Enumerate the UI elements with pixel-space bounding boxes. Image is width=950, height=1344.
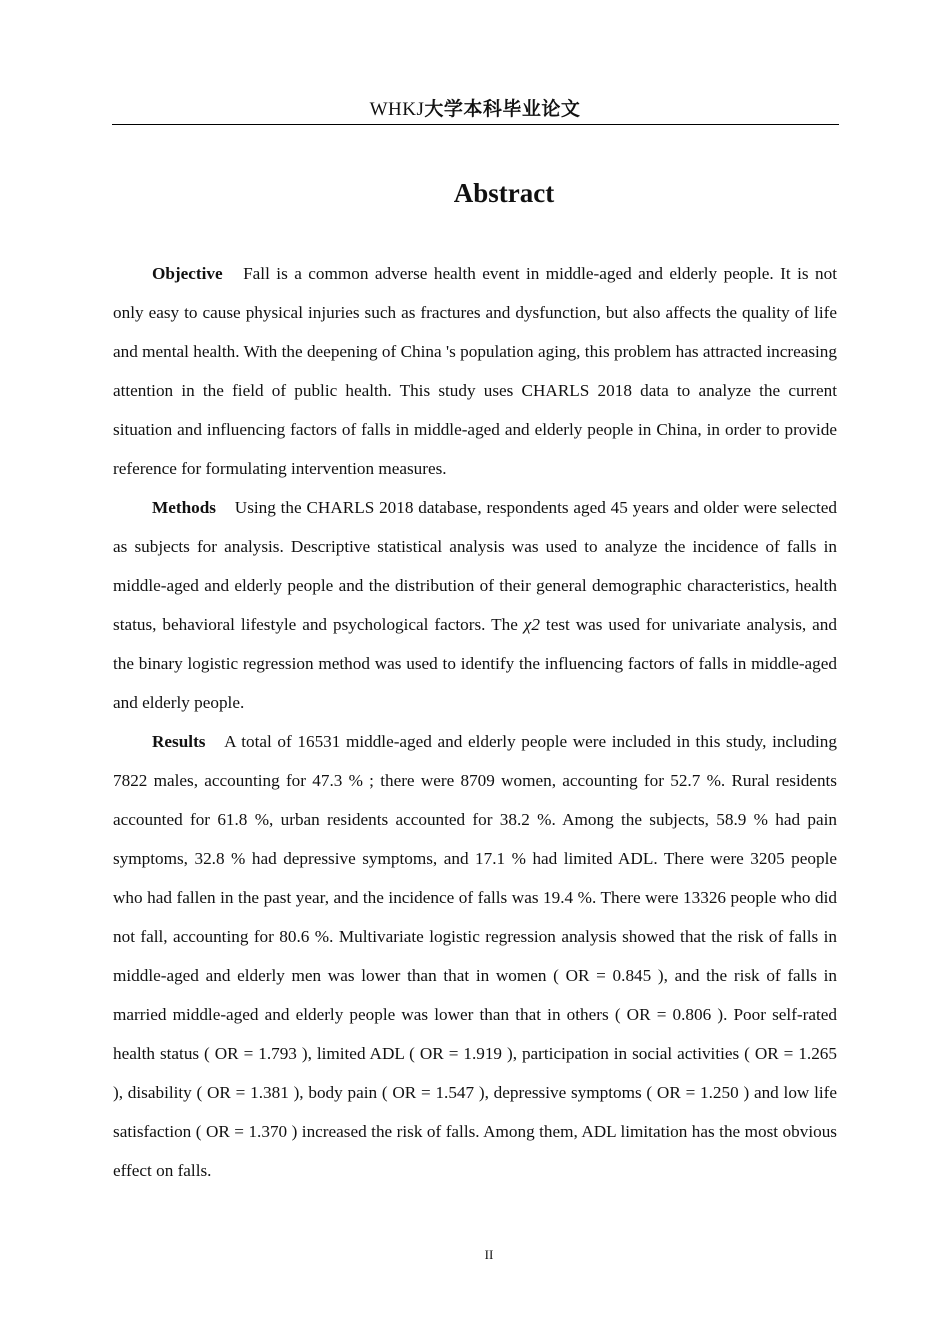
- header-chinese-title: 大学本科毕业论文: [424, 98, 581, 120]
- header-divider: [112, 124, 839, 125]
- objective-paragraph: [113, 254, 837, 488]
- abstract-body: [113, 254, 837, 1190]
- running-header: [112, 94, 838, 121]
- page-title: Abstract: [453, 178, 555, 208]
- methods-label: Methods: [152, 498, 216, 517]
- methods-text-before: Using the CHARLS 2018 database, respondents aged 45 years and older were selected as subjects for analysis. Descriptive statistical analysis was used to analyze the incidence of falls in middle-aged and elderly people and the distribution of their general demographic characteristics, health status, behavioral lifestyle and psychological factors. The: [113, 498, 837, 634]
- results-text: A total of 16531 middle-aged and elderly people were included in this study, including 7822 males, accounting for 47.3 % ; there were 8709 women, accounting for 52.7 %. Rural residents accounted for 61.8 %, urban residents accounted for 38.2 %. Among the subjects, 58.9 % had pain symptoms, 32.8 % had depressive symptoms, and 17.1 % had limited ADL. There were 3205 people who had fallen in the past year, and the incidence of falls was 19.4 %. There were 13326 people who did not fall, accounting for 80.6 %. Multivariate logistic regression analysis showed that the risk of falls in middle-aged and elderly men was lower than that in women ( OR = 0.845 ), and the risk of falls in married middle-aged and elderly people was lower than that in others ( OR = 0.806 ). Poor self-rated health status ( OR = 1.793 ), limited ADL ( OR = 1.919 ), participation in social activities ( OR = 1.265 ), disability ( OR = 1.381 ), body pain ( OR = 1.547 ), depressive symptoms ( OR = 1.250 ) and low life satisfaction ( OR = 1.370 ) increased the risk of falls. Among them, ADL limitation has the most obvious effect on falls.: [113, 732, 837, 1180]
- objective-label: Objective: [152, 264, 223, 283]
- results-label: Results: [152, 732, 206, 751]
- results-paragraph: [113, 722, 837, 1190]
- header-prefix: WHKJ: [369, 99, 425, 120]
- page-number: II: [484, 1247, 494, 1262]
- methods-paragraph: [113, 488, 837, 722]
- objective-text: Fall is a common adverse health event in middle-aged and elderly people. It is not only easy to cause physical injuries such as fractures and dysfunction, but also affects the quality of life and mental health. With the deepening of China 's population aging, this problem has attracted increasing attention in the field of public health. This study uses CHARLS 2018 data to analyze the current situation and influencing factors of falls in middle-aged and elderly people in China, in order to provide reference for formulating intervention measures.: [113, 264, 838, 478]
- chi-square-symbol: χ2: [523, 615, 540, 634]
- methods-text-after: test was used for univariate analysis, and the binary logistic regression method was used to identify the influencing factors of falls in middle-aged and elderly people.: [113, 615, 837, 712]
